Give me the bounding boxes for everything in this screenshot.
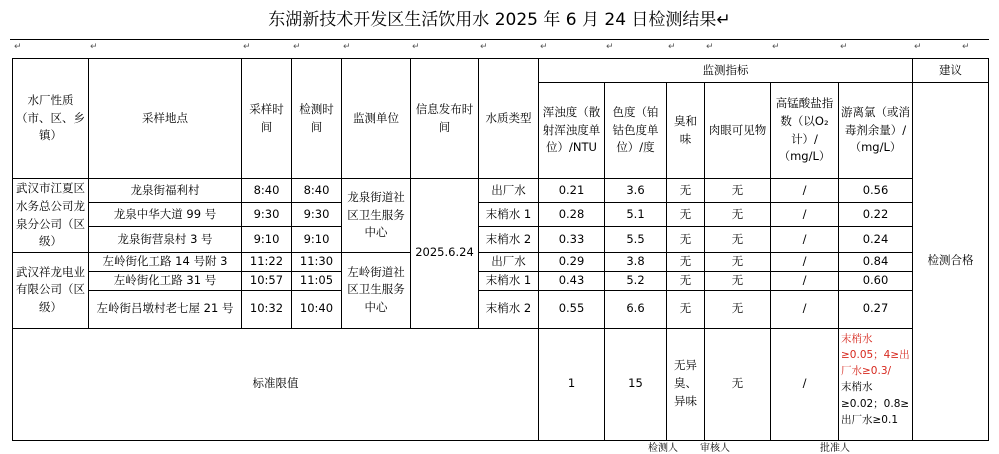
odor-cell: 无 bbox=[667, 290, 705, 328]
table-row bbox=[13, 290, 989, 328]
water-type-cell: 末梢水 1 bbox=[479, 203, 539, 227]
color-cell: 5.2 bbox=[605, 271, 667, 290]
chlorine-cell: 0.22 bbox=[839, 203, 913, 227]
header-indicators: 监测指标 bbox=[539, 59, 913, 83]
column-marks-row bbox=[0, 42, 999, 56]
permanganate-cell: / bbox=[771, 179, 839, 203]
sample-time-cell: 11:22 bbox=[242, 253, 292, 272]
visible-cell: 无 bbox=[705, 179, 771, 203]
standard-visible: 无 bbox=[705, 328, 771, 440]
column-mark: ↵ bbox=[668, 42, 676, 52]
header-chlorine: 游离氯（或消毒剂余量）/（mg/L） bbox=[839, 83, 913, 179]
chlorine-cell: 0.60 bbox=[839, 271, 913, 290]
chlorine-cell: 0.56 bbox=[839, 179, 913, 203]
title-text: 东湖新技术开发区生活饮用水 2025 年 6 月 24 日检测结果 bbox=[268, 10, 717, 30]
color-cell: 5.5 bbox=[605, 227, 667, 253]
column-mark: ↵ bbox=[962, 42, 970, 52]
column-mark: ↵ bbox=[90, 42, 98, 52]
suggestion-cell: 检测合格 bbox=[913, 83, 989, 441]
plant-cell: 武汉祥龙电业有限公司（区级） bbox=[13, 253, 89, 329]
column-mark: ↵ bbox=[343, 42, 351, 52]
visible-cell: 无 bbox=[705, 271, 771, 290]
turbidity-cell: 0.28 bbox=[539, 203, 605, 227]
column-mark: ↵ bbox=[412, 42, 420, 52]
header-location: 采样地点 bbox=[89, 59, 242, 179]
test-time-cell: 10:40 bbox=[292, 290, 342, 328]
header-test-time: 检测时间 bbox=[292, 59, 342, 179]
visible-cell: 无 bbox=[705, 203, 771, 227]
odor-cell: 无 bbox=[667, 253, 705, 272]
water-type-cell: 出厂水 bbox=[479, 253, 539, 272]
title-separator bbox=[10, 39, 989, 40]
visible-cell: 无 bbox=[705, 253, 771, 272]
turbidity-cell: 0.33 bbox=[539, 227, 605, 253]
table-row bbox=[13, 203, 989, 227]
location-cell: 龙泉中华大道 99 号 bbox=[89, 203, 242, 227]
chlorine-cell: 0.84 bbox=[839, 253, 913, 272]
sample-time-cell: 10:57 bbox=[242, 271, 292, 290]
page-title bbox=[0, 0, 999, 40]
paragraph-mark: ↵ bbox=[716, 10, 731, 30]
water-type-cell: 末梢水 2 bbox=[479, 290, 539, 328]
header-turbidity: 浑浊度（散射浑浊度单位）/NTU bbox=[539, 83, 605, 179]
permanganate-cell: / bbox=[771, 290, 839, 328]
column-mark: ↵ bbox=[14, 42, 22, 52]
header-plant: 水厂性质（市、区、乡镇） bbox=[13, 59, 89, 179]
unit-cell: 左岭街道社区卫生服务中心 bbox=[342, 253, 411, 329]
test-time-cell: 11:05 bbox=[292, 271, 342, 290]
water-type-cell: 出厂水 bbox=[479, 179, 539, 203]
column-mark: ↵ bbox=[243, 42, 251, 52]
sample-time-cell: 9:10 bbox=[242, 227, 292, 253]
chlorine-standard-black: 末梢水≥0.02；0.8≥出厂水≥0.1 bbox=[841, 381, 910, 426]
release-date-cell: 2025.6.24 bbox=[411, 179, 479, 329]
column-mark: ↵ bbox=[293, 42, 301, 52]
test-time-cell: 8:40 bbox=[292, 179, 342, 203]
footer-approver: 批准人 bbox=[820, 443, 850, 454]
water-type-cell: 末梢水 2 bbox=[479, 227, 539, 253]
sample-time-cell: 10:32 bbox=[242, 290, 292, 328]
header-visible: 肉眼可见物 bbox=[705, 83, 771, 179]
location-cell: 龙泉街福利村 bbox=[89, 179, 242, 203]
color-cell: 6.6 bbox=[605, 290, 667, 328]
column-mark: ↵ bbox=[914, 42, 922, 52]
column-mark: ↵ bbox=[606, 42, 614, 52]
standard-odor: 无异臭、异味 bbox=[667, 328, 705, 440]
standard-row bbox=[13, 328, 989, 440]
odor-cell: 无 bbox=[667, 179, 705, 203]
standard-label: 标准限值 bbox=[13, 328, 539, 440]
footer-tester: 检测人 bbox=[648, 443, 678, 454]
location-cell: 左岭街化工路 31 号 bbox=[89, 271, 242, 290]
table-row bbox=[13, 271, 989, 290]
color-cell: 3.6 bbox=[605, 179, 667, 203]
header-odor: 臭和味 bbox=[667, 83, 705, 179]
header-suggestion: 建议 bbox=[913, 59, 989, 83]
color-cell: 3.8 bbox=[605, 253, 667, 272]
location-cell: 左岭街化工路 14 号附 3 bbox=[89, 253, 242, 272]
odor-cell: 无 bbox=[667, 203, 705, 227]
header-release-time: 信息发布时间 bbox=[411, 59, 479, 179]
column-mark: ↵ bbox=[772, 42, 780, 52]
test-time-cell: 9:30 bbox=[292, 203, 342, 227]
column-mark: ↵ bbox=[540, 42, 548, 52]
standard-chlorine bbox=[839, 328, 913, 440]
results-table bbox=[12, 58, 989, 441]
visible-cell: 无 bbox=[705, 227, 771, 253]
permanganate-cell: / bbox=[771, 253, 839, 272]
turbidity-cell: 0.43 bbox=[539, 271, 605, 290]
color-cell: 5.1 bbox=[605, 203, 667, 227]
header-sample-time: 采样时间 bbox=[242, 59, 292, 179]
chlorine-standard-red: 末梢水≥0.05；4≥出厂水≥0.3/ bbox=[841, 332, 910, 378]
chlorine-cell: 0.24 bbox=[839, 227, 913, 253]
header-color: 色度（铂钴色度单位）/度 bbox=[605, 83, 667, 179]
permanganate-cell: / bbox=[771, 203, 839, 227]
standard-color: 15 bbox=[605, 328, 667, 440]
unit-cell: 龙泉街道社区卫生服务中心 bbox=[342, 179, 411, 253]
odor-cell: 无 bbox=[667, 271, 705, 290]
odor-cell: 无 bbox=[667, 227, 705, 253]
standard-turbidity: 1 bbox=[539, 328, 605, 440]
turbidity-cell: 0.55 bbox=[539, 290, 605, 328]
table-row bbox=[13, 253, 989, 272]
plant-cell: 武汉市江夏区水务总公司龙泉分公司（区级） bbox=[13, 179, 89, 253]
table-row bbox=[13, 179, 989, 203]
location-cell: 左岭街吕墩村老七屋 21 号 bbox=[89, 290, 242, 328]
sample-time-cell: 9:30 bbox=[242, 203, 292, 227]
header-water-type: 水质类型 bbox=[479, 59, 539, 179]
permanganate-cell: / bbox=[771, 271, 839, 290]
footer-reviewer: 审核人 bbox=[700, 443, 730, 454]
permanganate-cell: / bbox=[771, 227, 839, 253]
column-mark: ↵ bbox=[706, 42, 714, 52]
header-unit: 监测单位 bbox=[342, 59, 411, 179]
test-time-cell: 11:30 bbox=[292, 253, 342, 272]
sample-time-cell: 8:40 bbox=[242, 179, 292, 203]
turbidity-cell: 0.29 bbox=[539, 253, 605, 272]
chlorine-cell: 0.27 bbox=[839, 290, 913, 328]
table-row bbox=[13, 227, 989, 253]
turbidity-cell: 0.21 bbox=[539, 179, 605, 203]
footer-signatures bbox=[0, 439, 999, 454]
location-cell: 龙泉街营泉村 3 号 bbox=[89, 227, 242, 253]
test-time-cell: 9:10 bbox=[292, 227, 342, 253]
column-mark: ↵ bbox=[840, 42, 848, 52]
water-type-cell: 末梢水 1 bbox=[479, 271, 539, 290]
visible-cell: 无 bbox=[705, 290, 771, 328]
column-mark: ↵ bbox=[480, 42, 488, 52]
header-permanganate: 高锰酸盐指数（以O₂计）/（mg/L） bbox=[771, 83, 839, 179]
standard-permanganate: / bbox=[771, 328, 839, 440]
